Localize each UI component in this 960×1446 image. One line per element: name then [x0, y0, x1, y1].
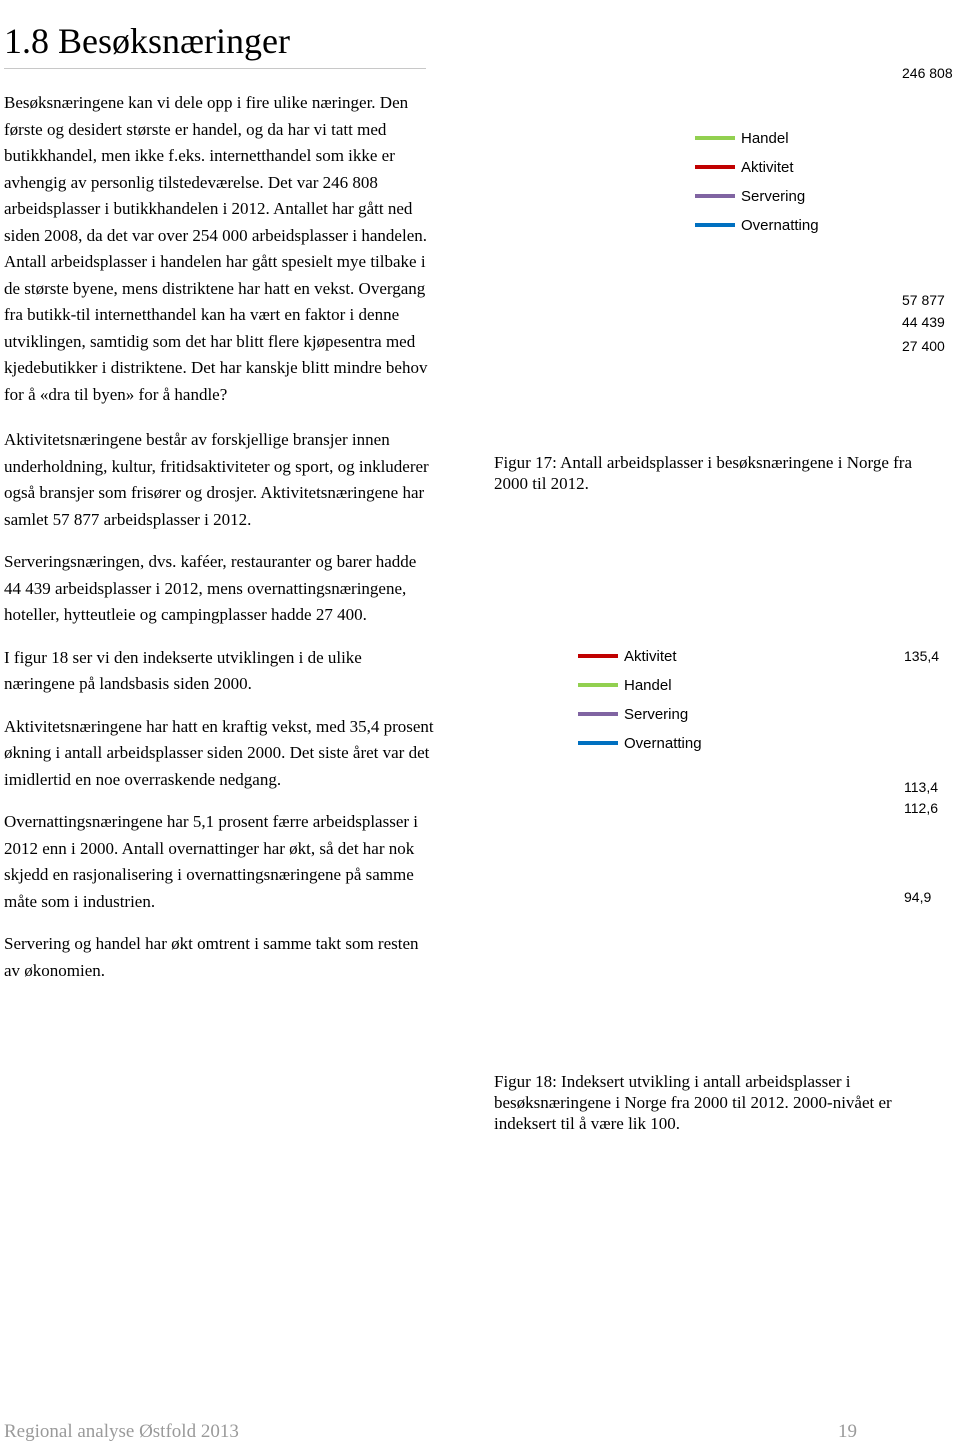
- end-value-label-overnatting: 27 400: [902, 338, 945, 354]
- end-value-label-servering: 112,6: [904, 800, 938, 816]
- end-value-label-overnatting: 94,9: [904, 889, 932, 905]
- body-text: [4, 90, 434, 1000]
- legend-label-handel: Handel: [624, 677, 672, 694]
- section-heading: 1.8 Besøksnæringer: [4, 21, 290, 61]
- figure-18-chart: [480, 600, 960, 1050]
- footer-page-number: 19: [838, 1421, 857, 1442]
- legend-label-handel: Handel: [741, 130, 789, 147]
- figure-18-caption: Figur 18: Indeksert utvikling i antall arbeidsplasser i besøksnæringene i Norge fra 2000 til 2012. 2000-nivået er indeksert til å være lik 100.: [494, 1072, 892, 1133]
- figure-17-caption: Figur 17: Antall arbeidsplasser i besøksnæringene i Norge fra 2000 til 2012.: [494, 453, 912, 493]
- paragraph-aktivitet-vekst: Aktivitetsnæringene har hatt en kraftig vekst, med 35,4 prosent økning i antall arbeidsplasser siden 2000. Det siste året var det imidlertid en noe overraskende nedgang.: [4, 716, 434, 789]
- end-value-label-aktivitet: 135,4: [904, 648, 940, 664]
- paragraph-overnatting: Overnattingsnæringene har 5,1 prosent færre arbeidsplasser i 2012 enn i 2000. Antall overnattinger har økt, så det har nok skjedd en rasjonalisering i overnattingsnæringene på samme måte som i industrien.: [4, 812, 419, 911]
- legend-label-aktivitet: Aktivitet: [741, 159, 794, 176]
- paragraph-servering-handel: Servering og handel har økt omtrent i samme takt som resten av økonomien.: [4, 934, 419, 980]
- legend-label-servering: Servering: [624, 706, 689, 723]
- figure-18-svg: [480, 600, 960, 1050]
- heading-rule: [4, 68, 426, 69]
- legend-label-aktivitet: Aktivitet: [624, 648, 677, 665]
- footer-report-title: Regional analyse Østfold 2013: [4, 1421, 239, 1442]
- figure-17-svg: [480, 0, 960, 440]
- legend-label-overnatting: Overnatting: [624, 735, 702, 752]
- figure-17-chart: [480, 0, 960, 440]
- end-value-label-handel: 246 808: [902, 65, 953, 81]
- paragraph-servering: Serveringsnæringen, dvs. kaféer, restauranter og barer hadde 44 439 arbeidsplasser i 2012, mens overnattingsnæringene, hoteller, hytteutleie og campingplasser hadde 27 400.: [4, 552, 417, 624]
- end-value-label-servering: 44 439: [902, 314, 945, 330]
- paragraph-handel: Besøksnæringene kan vi dele opp i fire ulike næringer. Den første og desidert største er handel, og da har vi tatt med butikkhandel, men ikke f.eks. internetthandel som ikke er avhengig av personlig tilstedeværelse. Det var 246 808 arbeidsplasser i butikkhandelen i 2012. Antallet har gått ned siden 2008, da det var over 254 000 arbeidsplasser i handelen. Antall arbeidsplasser i handelen har gått spesielt mye tilbake i de største byene, mens distriktene har hatt en vekst. Overgang fra butikk-til internetthandel kan ha vært en faktor i denne utviklingen, samtidig som det har blitt flere kjøpesentra med kjedebutikker i distriktene. Det har kanskje blitt mindre behov for å «dra til byen» for å handle?: [4, 93, 428, 404]
- legend-label-servering: Servering: [741, 188, 806, 205]
- paragraph-figur18-intro: I figur 18 ser vi den indekserte utviklingen i de ulike næringene på landsbasis siden 2000.: [4, 647, 362, 693]
- end-value-label-aktivitet: 57 877: [902, 292, 945, 308]
- paragraph-aktivitet: Aktivitetsnæringene består av forskjellige bransjer innen underholdning, kultur, fritidsaktiviteter og sport, og inkluderer også bransjer som frisører og drosjer. Aktivitetsnæringene har samlet 57 877 arbeidsplasser i 2012.: [4, 430, 429, 529]
- legend-label-overnatting: Overnatting: [741, 217, 819, 234]
- end-value-label-handel: 113,4: [904, 779, 938, 795]
